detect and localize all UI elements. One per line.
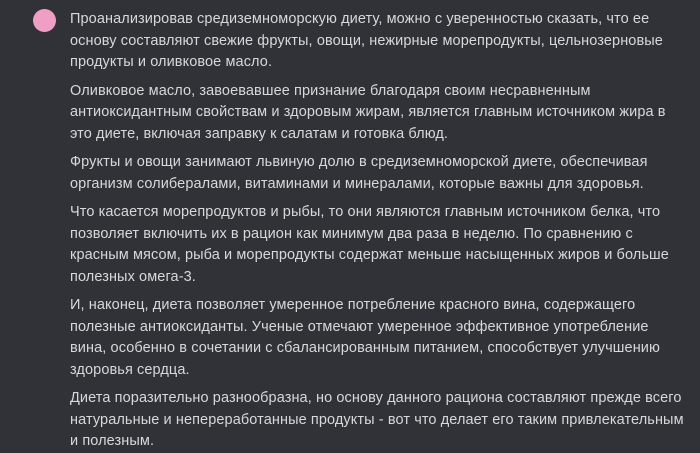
message-paragraph: Проанализировав средиземноморскую диету, можно с уверенностью сказать, что ее основу составляют свежие фрукты, овощи, нежирные морепродукты, цельнозерновые продукты и оливковое масло. [70,11,663,70]
message-paragraph: Диета поразительно разнообразна, но основу данного рациона составляют прежде всего натуральные и непереработанные продукты - вот что делает его таким привлекательным и полезным. [70,390,684,449]
user-avatar [33,9,56,32]
message-paragraph: Что касается морепродуктов и рыбы, то они являются главным источником белка, что позволяет включить их в рацион как минимум два раза в неделю. По сравнению с красным мясом, рыба и морепродукты содержат меньше насыщенных жиров и больше полезных омега-3. [70,204,669,285]
message-paragraph: Оливковое масло, завоевавшее признание благодаря своим несравненным антиоксидантным свойствам и здоровым жирам, является главным источником жира в это диете, включая заправку к салатам и готовка блюд. [70,82,666,142]
message-paragraph: И, наконец, диета позволяет умеренное потребление красного вина, содержащего полезные антиоксиданты. Ученые отмечают умеренное эффективное употребление вина, особенно в сочетании с сбалансированным питанием, способствует улучшению здоровья сердца. [70,297,660,378]
message-paragraph: Фрукты и овощи занимают львиную долю в средиземноморской диете, обеспечивая организм солибералами, витаминами и минералами, которые важны для здоровья. [70,154,648,192]
message-paragraphs [70,9,688,453]
